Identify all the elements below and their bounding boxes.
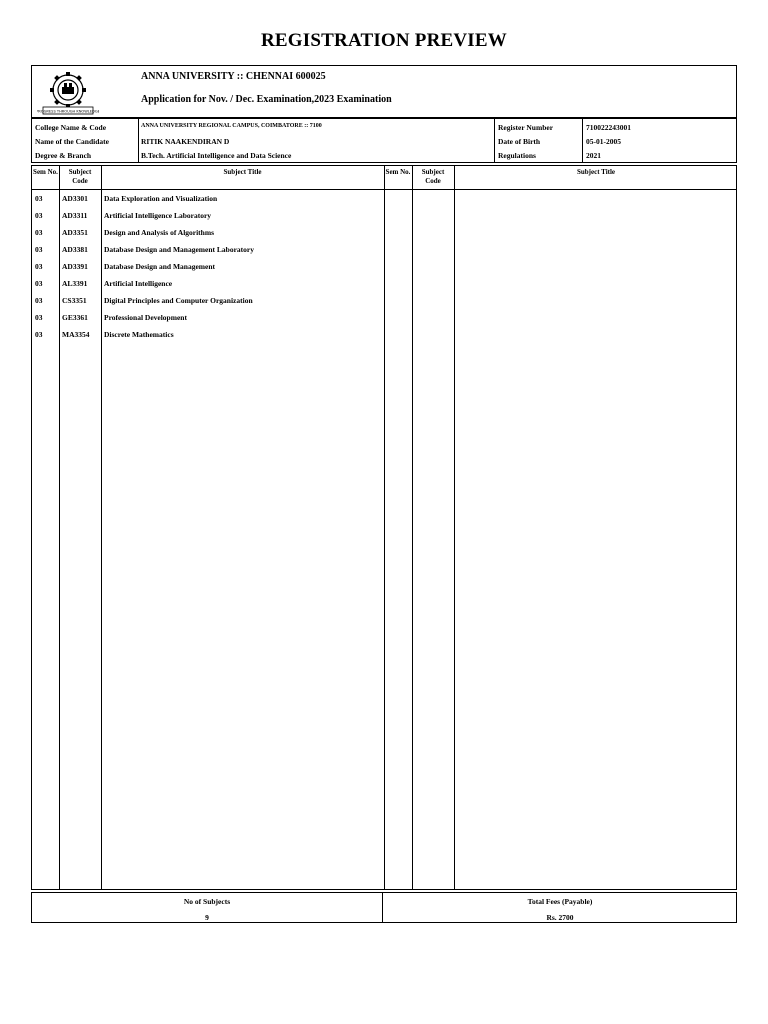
summary-box [31,892,737,923]
row-code: AD3351 [62,228,88,237]
college-value: ANNA UNIVERSITY REGIONAL CAMPUS, COIMBATORE :: 7100 [141,123,322,129]
regulations-value: 2021 [586,151,601,160]
row-sem: 03 [35,330,43,339]
total-fees-label: Total Fees (Payable) [527,897,593,906]
subjects-count-label: No of Subjects [183,897,231,906]
row-sem: 03 [35,211,43,220]
table-row [32,194,382,211]
code-header-right: Subject Code [421,168,445,185]
degree-label: Degree & Branch [35,151,92,160]
row-title: Discrete Mathematics [104,330,174,339]
degree-value: B.Tech. Artificial Intelligence and Data Science [141,151,292,160]
sem-header-right: Sem No. [385,168,411,176]
register-label: Register Number [498,123,554,132]
row-sem: 03 [35,245,43,254]
row-sem: 03 [35,194,43,203]
row-title: Artificial Intelligence Laboratory [104,211,212,220]
table-row [32,245,382,262]
row-sem: 03 [35,296,43,305]
row-code: CS3351 [62,296,87,305]
row-code: MA3354 [62,330,90,339]
register-value: 710022243001 [586,123,631,132]
subjects-table [31,165,737,890]
table-row [32,262,382,279]
total-fees-value: Rs. 2700 [546,913,574,922]
row-code: AD3301 [62,194,88,203]
table-row [32,228,382,245]
candidate-value: RITIK NAAKENDIRAN D [141,137,230,146]
row-title: Database Design and Management Laboratory [104,245,254,254]
page-title: REGISTRATION PREVIEW [261,30,507,51]
row-code: AD3311 [62,211,88,220]
table-row [32,296,382,313]
row-title: Professional Development [104,313,187,322]
header-box [31,65,737,118]
dob-value: 05-01-2005 [586,137,621,146]
dob-label: Date of Birth [498,137,541,146]
row-sem: 03 [35,313,43,322]
subjects-count-value: 9 [205,913,209,922]
code-header-left: Subject Code [68,168,92,185]
candidate-info-table [31,118,737,163]
table-row [32,330,382,347]
row-code: GE3361 [62,313,88,322]
row-code: AD3381 [62,245,88,254]
table-row [32,211,382,228]
row-title: Digital Principles and Computer Organization [104,296,253,305]
row-sem: 03 [35,279,43,288]
university-name: ANNA UNIVERSITY :: CHENNAI 600025 [141,71,326,82]
row-title: Artificial Intelligence [104,279,173,288]
row-code: AD3391 [62,262,88,271]
application-title: Application for Nov. / Dec. Examination,2023 Examination [141,94,392,105]
table-row [32,313,382,330]
regulations-label: Regulations [498,151,536,160]
row-sem: 03 [35,228,43,237]
sem-header-left: Sem No. [33,168,58,176]
row-title: Design and Analysis of Algorithms [104,228,215,237]
row-sem: 03 [35,262,43,271]
row-title: Data Exploration and Visualization [104,194,218,203]
candidate-label: Name of the Candidate [35,137,109,146]
title-header-right: Subject Title [576,168,616,176]
row-title: Database Design and Management [104,262,216,271]
table-row [32,279,382,296]
row-code: AL3391 [62,279,88,288]
college-label: College Name & Code [35,123,107,132]
university-logo [37,70,99,116]
title-header-left: Subject Title [223,168,262,176]
logo-motto: PROGRESS THROUGH KNOWLEDGE [37,109,99,114]
